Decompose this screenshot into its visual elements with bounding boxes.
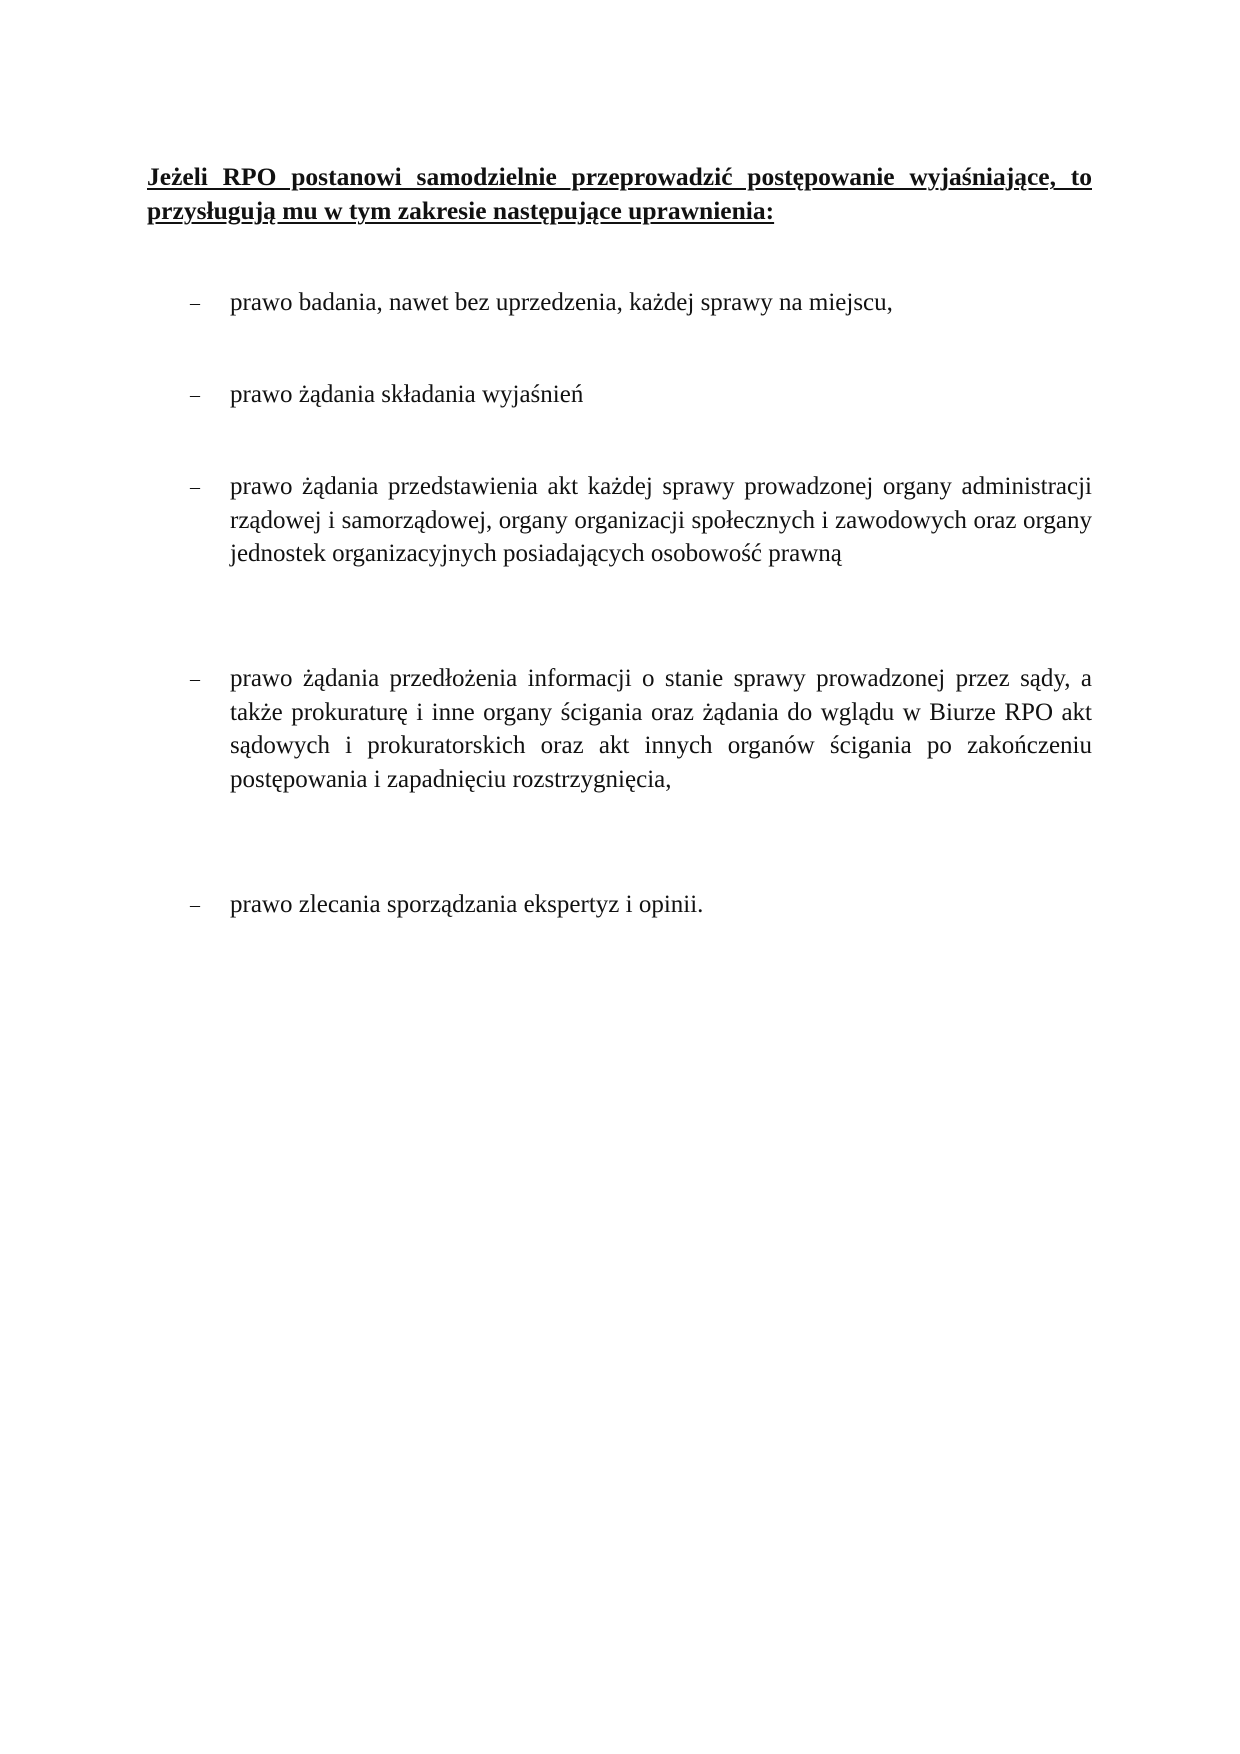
list-item-text: prawo zlecania sporządzania ekspertyz i opinii. [230, 891, 704, 918]
dash-bullet: – [190, 476, 200, 498]
dash-bullet: – [190, 384, 200, 406]
list-item-text: prawo badania, nawet bez uprzedzenia, każdej sprawy na miejscu, [230, 289, 893, 316]
dash-bullet: – [190, 292, 200, 314]
list-item-text: prawo żądania przedstawienia akt każdej sprawy prowadzonej organy administracji rządowej i samorządowej, organy organizacji społecznych i zawodowych oraz organy jednostek organizacyjnych posiadających osobowość prawną [230, 473, 1092, 567]
list-item-text: prawo żądania składania wyjaśnień [230, 381, 584, 408]
dash-bullet: – [190, 668, 200, 690]
list-item-text: prawo żądania przedłożenia informacji o stanie sprawy prowadzonej przez sądy, a także prokuraturę i inne organy ścigania oraz żądania do wglądu w Biurze RPO akt sądowych i prokuratorskich oraz akt innych organów ścigania po zakończeniu postępowania i zapadnięciu rozstrzygnięcia, [230, 665, 1092, 793]
document-heading: Jeżeli RPO postanowi samodzielnie przeprowadzić postępowanie wyjaśniające, to przysługują mu w tym zakresie następujące uprawnienia: [147, 162, 1092, 225]
dash-bullet: – [190, 894, 200, 916]
